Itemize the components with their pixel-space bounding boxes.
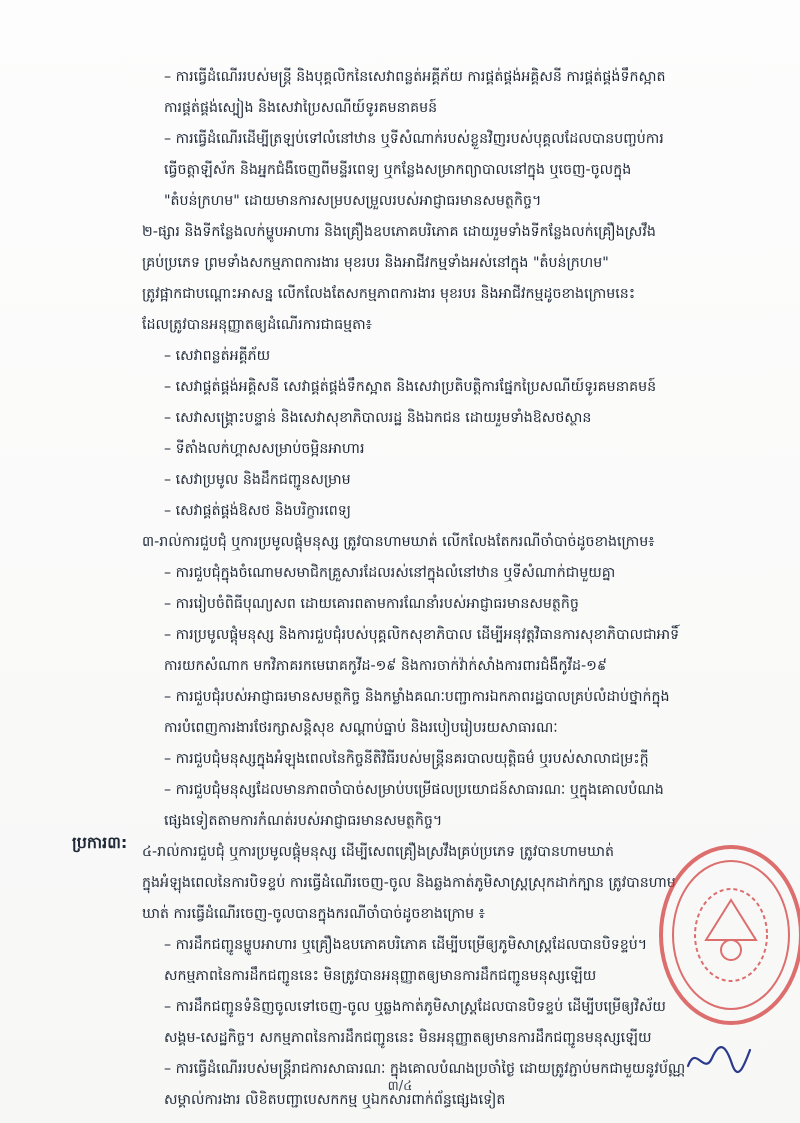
bullet-item: – សេវាផ្គត់ផ្គង់អគ្គិសនី សេវាផ្គត់ផ្គង់ទឹកស្អាត និងសេវាប្រតិបត្តិការផ្នែកប្រៃសណីយ៍ទូរគមនាគមន៍ bbox=[164, 379, 657, 395]
bullet-continuation: ការបំពេញការងារថែរក្សាសន្តិសុខ សណ្ដាប់ធ្នាប់ និងរបៀបរៀបរយសាធារណៈ bbox=[164, 720, 558, 736]
bullet-item: – សេវាផ្គត់ផ្គង់ឱសថ និងបរិក្ខារពេទ្យ bbox=[164, 503, 351, 519]
section-4-heading: ៤-រាល់ការជួបជុំ ឬការប្រមូលផ្ដុំមនុស្ស ដើម្បីសេពគ្រឿងស្រវឹងគ្រប់ប្រភេទ ត្រូវបានហាមឃាត់ bbox=[142, 844, 614, 860]
bullet-item: – ការធ្វើដំណើររបស់មន្ត្រី និងបុគ្គលិកនៃសេវាពន្លត់អគ្គីភ័យ ការផ្គត់ផ្គង់អគ្គិសនី ការផ្គត់ផ្គង់ទឹកស្អាត bbox=[164, 69, 666, 85]
bullet-item: – ការជួបជុំក្នុងចំណោមសមាជិកគ្រួសារដែលរស់នៅក្នុងលំនៅឋាន ឬទីសំណាក់ជាមួយគ្នា bbox=[164, 565, 616, 581]
bullet-continuation: សង្គម-សេដ្ឋកិច្ច។ សកម្មភាពនៃការដឹកជញ្ជូននេះ មិនអនុញ្ញាតឲ្យមានការដឹកជញ្ជូនមនុស្សឡើយ bbox=[164, 1030, 652, 1046]
article-body: ឃាត់ ការធ្វើដំណើរចេញ-ចូលបានក្នុងករណីចាំបាច់ដូចខាងក្រោម ៖ bbox=[142, 906, 485, 922]
bullet-continuation: "តំបន់ក្រហម" ដោយមានការសម្របសម្រួលរបស់អាជ្ញាធរមានសមត្ថកិច្ច។ bbox=[164, 193, 542, 209]
bullet-item: – ការប្រមូលផ្ដុំមនុស្ស និងការជួបជុំរបស់បុគ្គលិកសុខាភិបាល ដើម្បីអនុវត្តវិធានការសុខាភិបាលជាអាទិ៍ bbox=[164, 627, 680, 643]
bullet-item: – សេវាពន្លត់អគ្គីភ័យ bbox=[164, 348, 271, 364]
bullet-continuation: ធ្វើចត្តាឡីស័ក និងអ្នកជំងឺចេញពីមន្ទីរពេទ្យ ឬកន្លែងសម្រាកព្យាបាលនៅក្នុង ឬចេញ-ចូលក្នុង bbox=[164, 162, 632, 178]
section-3-heading: ៣-រាល់ការជួបជុំ ឬការប្រមូលផ្ដុំមនុស្ស ត្រូវបានហាមឃាត់ លើកលែងតែករណីចាំបាច់ដូចខាងក្រោម៖ bbox=[142, 534, 655, 550]
bullet-item: – សេវាប្រមូល និងដឹកជញ្ជូនសម្រាម bbox=[164, 472, 351, 488]
bullet-continuation: សកម្មភាពនៃការដឹកជញ្ជូននេះ មិនត្រូវបានអនុញ្ញាតឲ្យមានការដឹកជញ្ជូនមនុស្សឡើយ bbox=[164, 968, 597, 984]
bullet-item: – ការធ្វើដំណើររបស់មន្ត្រីរាជការសាធារណៈ ក្នុងគោលបំណងប្រចាំថ្ងៃ ដោយត្រូវភ្ជាប់មកជាមួយនូវប័ណ្ណ bbox=[164, 1061, 686, 1077]
section-continuation: ដែលត្រូវបានអនុញ្ញាតឲ្យដំណើរការជាធម្មតា៖ bbox=[142, 317, 372, 333]
page-number: ៣/៤ bbox=[387, 1079, 413, 1094]
bullet-item: – ការរៀបចំពិធីបុណ្យសព ដោយគោរពតាមការណែនាំរបស់អាជ្ញាធរមានសមត្ថកិច្ច bbox=[164, 596, 579, 612]
bullet-continuation: ការផ្គត់ផ្គង់ស្បៀង និងសេវាប្រៃសណីយ៍ទូរគមនាគមន៍ bbox=[164, 100, 438, 116]
section-2-heading: ២-ផ្សារ និងទីកន្លែងលក់ម្ហូបអាហារ និងគ្រឿងឧបភោគបរិភោគ ដោយរួមទាំងទីកន្លែងលក់គ្រឿងស្រវឹង bbox=[142, 224, 656, 240]
bullet-item: – សេវាសង្គ្រោះបន្ទាន់ និងសេវាសុខាភិបាលរដ្ឋ និងឯកជន ដោយរួមទាំងឱសថស្ថាន bbox=[164, 410, 592, 426]
section-continuation: ត្រូវផ្អាកជាបណ្ដោះអាសន្ន លើកលែងតែសកម្មភាពការងារ មុខរបរ និងអាជីវកម្មដូចខាងក្រោមនេះ bbox=[142, 286, 636, 302]
bullet-item: – ការជួបជុំរបស់អាជ្ញាធរមានសមត្ថកិច្ច និងកម្លាំងគណៈបញ្ជាការឯកភាពរដ្ឋបាលគ្រប់លំដាប់ថ្នាក់ក្នុង bbox=[164, 689, 670, 705]
bullet-item: – ការធ្វើដំណើរដើម្បីត្រឡប់ទៅលំនៅឋាន ឬទីសំណាក់របស់ខ្លួនវិញរបស់បុគ្គលដែលបានបញ្ចប់ការ bbox=[164, 131, 664, 147]
bullet-continuation: ផ្សេងទៀតតាមការកំណត់របស់អាជ្ញាធរមានសមត្ថកិច្ច។ bbox=[164, 813, 443, 829]
bullet-item: – ការដឹកជញ្ជូនម្ហូបអាហារ ឬគ្រឿងឧបភោគបរិភោគ ដើម្បីបម្រើឲ្យភូមិសាស្ត្រដែលបានបិទខ្ទប់។ bbox=[164, 937, 648, 953]
bullet-continuation: សម្គាល់ការងារ លិខិតបញ្ជាបេសកកម្ម ឬឯកសារពាក់ព័ន្ធផ្សេងទៀត bbox=[164, 1092, 506, 1108]
bullet-item: – ការជួបជុំមនុស្សក្នុងអំឡុងពេលនៃកិច្ចនីតិវិធីរបស់មន្ត្រីនគរបាលយុត្តិធម៌ ឬរបស់សាលាជម្រះក្ដី bbox=[164, 751, 649, 767]
document-body bbox=[80, 62, 770, 1116]
article-body: ក្នុងអំឡុងពេលនៃការបិទខ្ទប់ ការធ្វើដំណើរចេញ-ចូល និងឆ្លងកាត់ភូមិសាស្ត្រស្រុកដាក់ក្បាន ត្រូវបានហាម bbox=[142, 875, 676, 891]
bullet-continuation: ការយកសំណាក មកវិភាគរកមេរោគកូវីដ-១៩ និងការចាក់វ៉ាក់សាំងការពារជំងឺកូវីដ-១៩ bbox=[164, 658, 607, 674]
article-label: ប្រការ៣: bbox=[72, 833, 128, 852]
section-continuation: គ្រប់ប្រភេទ ព្រមទាំងសកម្មភាពការងារ មុខរបរ និងអាជីវកម្មទាំងអស់នៅក្នុង "តំបន់ក្រហម" bbox=[142, 255, 609, 271]
bullet-item: – ទីតាំងលក់ហ្គាសសម្រាប់ចម្អិនអាហារ bbox=[164, 441, 365, 457]
bullet-item: – ការជួបជុំមនុស្សដែលមានភាពចាំបាច់សម្រាប់បម្រើផលប្រយោជន៍សាធារណៈ ឬក្នុងគោលបំណង bbox=[164, 782, 664, 798]
bullet-item: – ការដឹកជញ្ជូនទំនិញចូលទៅចេញ-ចូល ឬឆ្លងកាត់ភូមិសាស្ត្រដែលបានបិទខ្ទប់ ដើម្បីបម្រើឲ្យវិស័យ bbox=[164, 999, 666, 1015]
